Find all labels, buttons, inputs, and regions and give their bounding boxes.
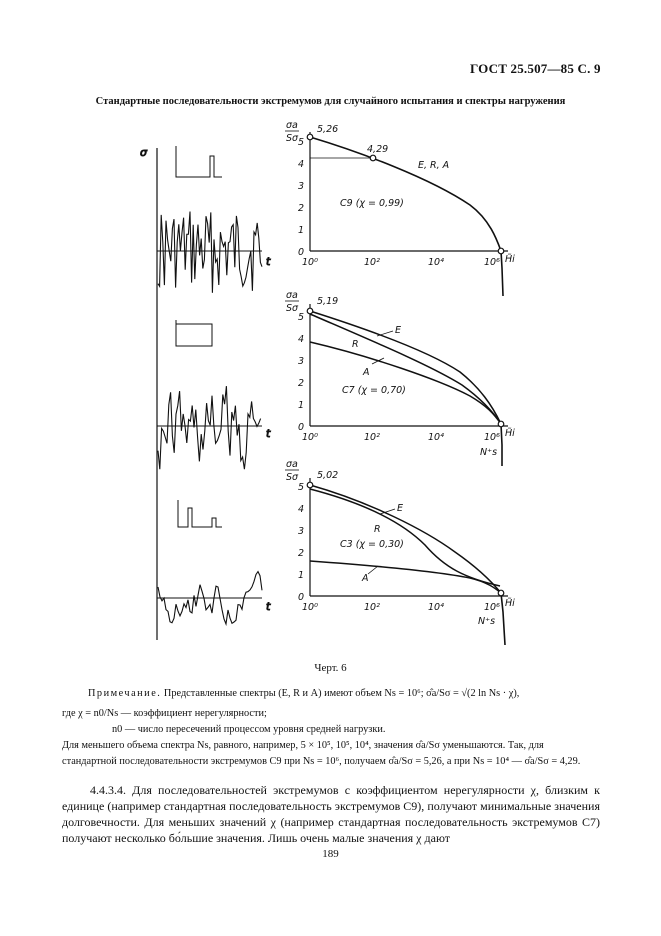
signal-3-inset-pulse: [178, 500, 222, 527]
chart-2-tail: [501, 424, 502, 466]
chart-3-end-point: [498, 590, 504, 596]
chart-1-y-label-top: σa: [286, 120, 298, 131]
chart-1-y-tick-1: 1: [298, 225, 305, 236]
chart-2-y-tick-5: 5: [298, 312, 305, 323]
page-number: 189: [322, 848, 339, 860]
chart-2-curve-E: [310, 311, 501, 424]
chart-2-y-tick-4: 4: [298, 334, 305, 345]
chart-1-x-tick-2: 10⁴: [428, 257, 444, 268]
chart-3-y-tick-1: 1: [298, 570, 305, 581]
chart-1: [285, 120, 515, 296]
note-label: Примечание.: [88, 688, 162, 699]
chart-1-x-tick-0: 10⁰: [302, 257, 318, 268]
signal-2-waveform: [158, 386, 261, 469]
note-line-4: Для меньшего объема спектра Ns, равного, например, 5 × 10⁵, 10⁵, 10⁴, значения σ̂a/Sσ уменьшаются. Так, для: [62, 740, 544, 751]
chart-3-a-leader: [368, 566, 378, 574]
chart-2-x-label: H̃i: [505, 428, 515, 439]
signal-1-t-label: t: [266, 255, 271, 268]
chart-2-x-tick-2: 10⁴: [428, 432, 444, 443]
chart-3-y-tick-0: 0: [298, 592, 305, 603]
chart-3-x-tick-2: 10⁴: [428, 602, 444, 613]
chart-2-y-tick-2: 2: [298, 378, 305, 389]
chart-3-x-label: H̃i: [505, 598, 515, 609]
chart-2-y-tick-3: 3: [298, 356, 305, 367]
chart-1-y-tick-2: 2: [298, 203, 305, 214]
note-text-1: Представленные спектры (E, R и A) имеют объем Ns = 10⁶; σ̂a/Sσ = √(2 ln Ns · χ),: [163, 688, 520, 699]
chart-1-y-label-bottom: Sσ: [286, 133, 299, 144]
signal-1-inset-pulse: [176, 146, 222, 177]
chart-2-sequence-label: C7 (χ = 0,70): [342, 385, 406, 396]
chart-3-curve-label-r: R: [374, 524, 381, 535]
chart-2: [285, 290, 515, 466]
chart-2-e-leader: [377, 331, 393, 336]
signal-3-t-label: t: [266, 600, 271, 613]
chart-1-x-tick-3: 10⁶: [484, 257, 500, 268]
chart-3-y-label-bottom: Sσ: [286, 472, 299, 483]
chart-1-curve-erA: [310, 137, 503, 296]
chart-3-y-tick-3: 3: [298, 526, 305, 537]
chart-3-start-value: 5,02: [317, 470, 339, 481]
chart-3-ns-label: N⁺s: [478, 616, 496, 627]
chart-1-y-tick-5: 5: [298, 137, 305, 148]
chart-3-x-tick-3: 10⁶: [484, 602, 500, 613]
signal-plots: [140, 146, 271, 640]
chart-2-curve-label-r: R: [352, 339, 359, 350]
chart-2-x-tick-3: 10⁶: [484, 432, 500, 443]
chart-1-end-point: [498, 248, 504, 254]
figure-title: Стандартные последовательности экстремумов для случайного испытания и спектры нагружения: [95, 96, 566, 107]
chart-1-sequence-label: C9 (χ = 0,99): [340, 198, 404, 209]
note-line-2: где χ = n0/Ns — коэффициент нерегулярности;: [62, 708, 267, 719]
chart-3-y-tick-5: 5: [298, 482, 305, 493]
chart-3-x-tick-0: 10⁰: [302, 602, 318, 613]
note-line-1: [88, 686, 519, 702]
chart-3-start-point: [307, 482, 313, 488]
chart-1-marker-value: 4,29: [367, 144, 389, 155]
chart-2-ns-label: N⁺s: [480, 447, 498, 458]
chart-1-marker-point: [370, 155, 376, 161]
chart-2-x-tick-0: 10⁰: [302, 432, 318, 443]
chart-1-y-tick-3: 3: [298, 181, 305, 192]
chart-3-curve-label-a: A: [362, 573, 369, 584]
signal-2-t-label: t: [266, 427, 271, 440]
chart-1-start-value: 5,26: [317, 124, 339, 135]
figure-caption: Черт. 6: [314, 662, 347, 674]
chart-2-x-tick-1: 10²: [364, 432, 380, 443]
chart-2-start-value: 5,19: [317, 296, 339, 307]
chart-3-curve-R: [310, 489, 500, 586]
note-line-3: n0 — число пересечений процессом уровня средней нагрузки.: [112, 724, 386, 735]
chart-3-curve-label-e: E: [397, 503, 404, 514]
chart-1-x-label: H̃i: [505, 254, 515, 265]
chart-2-y-label-top: σa: [286, 290, 298, 301]
chart-3-y-tick-4: 4: [298, 504, 305, 515]
chart-2-y-tick-1: 1: [298, 400, 305, 411]
chart-3-y-tick-2: 2: [298, 548, 305, 559]
chart-2-curve-label-a: A: [363, 367, 370, 378]
chart-1-x-tick-1: 10²: [364, 257, 380, 268]
chart-3: [285, 459, 515, 645]
chart-2-curve-label-e: E: [395, 325, 402, 336]
signal-1-waveform: [158, 212, 262, 293]
chart-3-curve-E: [310, 485, 501, 593]
chart-2-end-point: [498, 421, 504, 427]
signal-2-inset-pulse: [176, 320, 212, 346]
note-line-5: стандартной последовательности экстремумов C9 при Ns = 10⁶, получаем σ̂a/Sσ = 5,26, а при Ns = 10⁴ — σ̂a/Sσ = 4,29.: [62, 756, 581, 767]
body-paragraph-text: 4.4.3.4. Для последовательностей экстремумов с коэффициентом нерегулярности χ, близким к единице (например стандартная последовательность экстремумов C9), получают минимальные значения долговечности. Для меньших значений χ (например стандартная последовательность экстремумов C7) получают несколько бо́льшие значения. Лишь очень малые значения χ дают: [62, 783, 600, 845]
chart-2-y-label-bottom: Sσ: [286, 303, 299, 314]
chart-1-y-tick-0: 0: [298, 247, 305, 258]
document-header: ГОСТ 25.507—85 С. 9: [470, 61, 601, 76]
body-paragraph: [62, 782, 600, 846]
chart-2-y-tick-0: 0: [298, 422, 305, 433]
chart-3-sequence-label: C3 (χ = 0,30): [340, 539, 404, 550]
chart-2-start-point: [307, 308, 313, 314]
chart-3-x-tick-1: 10²: [364, 602, 380, 613]
chart-1-curve-label: E, R, A: [418, 160, 450, 171]
signal-axis-sigma-label: σ: [140, 146, 147, 159]
chart-1-y-tick-4: 4: [298, 159, 305, 170]
chart-1-start-point: [307, 134, 313, 140]
chart-3-y-label-top: σa: [286, 459, 298, 470]
